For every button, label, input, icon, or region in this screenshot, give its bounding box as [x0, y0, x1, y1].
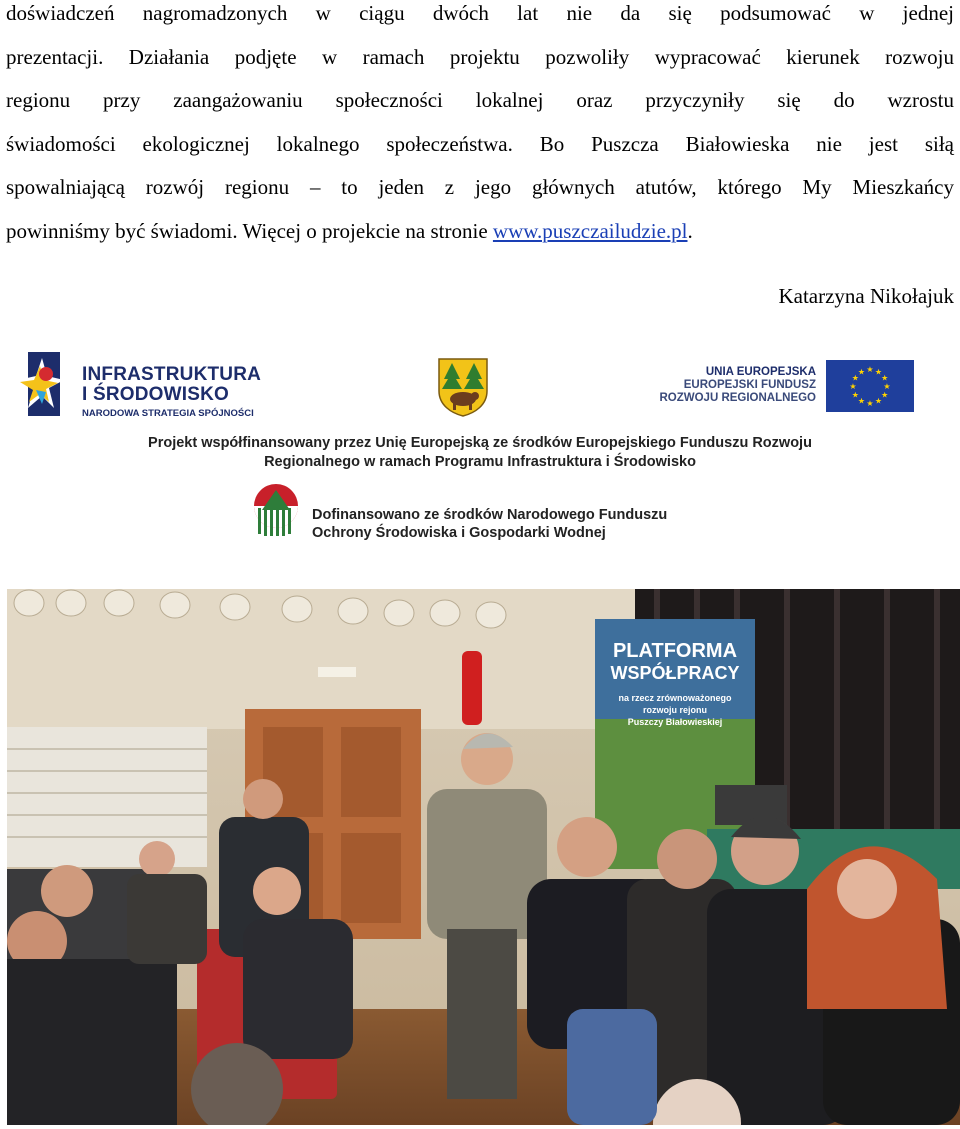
logo-title: UNIA EUROPEJSKA — [705, 366, 816, 378]
eu-fund-logo-text — [659, 366, 816, 405]
eu-star-icon: ★ — [881, 390, 889, 400]
logo-title: INFRASTRUKTURA — [82, 364, 262, 385]
banner-subtitle: na rzecz zrównoważonego — [618, 693, 732, 703]
logo-subtitle: EUROPEJSKI FUNDUSZ — [683, 379, 816, 391]
cofunding-notice — [0, 434, 960, 472]
paragraph-line: prezentacji. Działania podjęte w ramach projektu pozwoliły wypracować kierunek rozwoju — [6, 44, 954, 69]
eu-star-icon: ★ — [857, 367, 866, 377]
eu-star-icon: ★ — [874, 367, 883, 377]
banner-subtitle: Puszczy Białowieskiej — [627, 717, 723, 727]
paragraph-line: spowalniającą rozwój regionu – to jeden z jego głównych atutów, którego My Mieszkańcy — [6, 175, 954, 200]
nfosigw-notice — [312, 506, 667, 542]
nfos-line: Dofinansowano ze środków Narodowego Funduszu — [312, 507, 668, 523]
paragraph-line: doświadczeń nagromadzonych w ciągu dwóch lat nie da się podsumować w jednej — [6, 1, 954, 25]
paragraph-last-line — [6, 210, 954, 254]
eu-star-icon: ★ — [866, 365, 874, 374]
cofunding-line: Projekt współfinansowany przez Unię Europejską ze środków Europejskiego Funduszu Rozwoju — [148, 435, 812, 451]
logo-title: I ŚRODOWISKO — [82, 384, 230, 405]
eu-star-icon: ★ — [851, 390, 859, 400]
paragraph-line: regionu przy zaangażowaniu społeczności lokalnej oraz przyczyniły się do wzrostu — [6, 88, 954, 113]
nfos-line: Ochrony Środowiska i Gospodarki Wodnej — [312, 525, 606, 541]
paragraph-period: . — [687, 218, 693, 243]
author-signature: Katarzyna Nikołajuk — [778, 284, 954, 308]
infrastruktura-logo-text — [82, 365, 261, 421]
logo-subtitle: NARODOWA STRATEGIA SPÓJNOŚCI — [82, 408, 254, 419]
banner-title: PLATFORMA — [612, 640, 738, 662]
banner-subtitle: rozwoju rejonu — [643, 705, 707, 715]
paragraph-line: świadomości ekologicznej lokalnego społeczeństwa. Bo Puszcza Białowieska nie jest siłą — [6, 131, 954, 156]
meeting-photo — [7, 589, 960, 1125]
eu-star-icon: ★ — [851, 373, 859, 383]
eu-star-icon: ★ — [874, 396, 883, 406]
eu-star-icon: ★ — [881, 373, 889, 383]
article-paragraph — [6, 0, 954, 254]
county-crest-icon — [437, 357, 489, 417]
banner-title: WSPÓŁPRACY — [610, 663, 740, 683]
eu-star-icon: ★ — [866, 399, 874, 408]
logo-subtitle: ROZWOJU REGIONALNEGO — [659, 392, 816, 404]
eu-flag-icon — [826, 360, 914, 412]
cofunding-line: Regionalnego w ramach Programu Infrastruktura i Środowisko — [264, 454, 696, 470]
eu-star-icon: ★ — [849, 382, 857, 391]
paragraph-text: powinniśmy być świadomi. Więcej o projekcie na stronie — [6, 218, 493, 243]
eu-star-icon: ★ — [857, 396, 866, 406]
project-website-link[interactable]: www.puszczailudzie.pl — [492, 218, 688, 243]
nfosigw-logo-icon — [248, 482, 304, 538]
eu-star-icon: ★ — [883, 382, 891, 391]
